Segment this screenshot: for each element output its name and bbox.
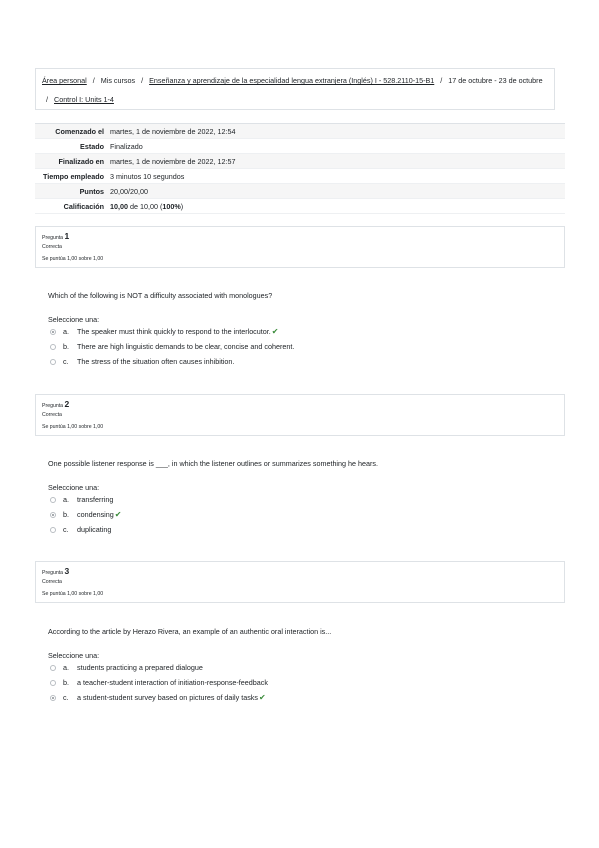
answer-letter: b. — [63, 510, 69, 519]
answer-option[interactable] — [50, 690, 268, 705]
summary-row — [35, 124, 565, 139]
summary-row — [35, 169, 565, 184]
answer-letter: a. — [63, 663, 69, 672]
answer-option[interactable] — [50, 354, 294, 369]
breadcrumb-separator: / — [92, 76, 95, 85]
question-score: Se puntúa 1,00 sobre 1,00 — [42, 256, 104, 262]
answer-option[interactable] — [50, 660, 268, 675]
summary-row — [35, 154, 565, 169]
answer-letter: c. — [63, 525, 69, 534]
breadcrumb-separator: / — [141, 76, 144, 85]
answer-text: The speaker must think quickly to respond to the interlocutor. — [77, 327, 271, 336]
answer-text: a teacher-student interaction of initiation-response-feedback — [77, 678, 268, 687]
summary-value: martes, 1 de noviembre de 2022, 12:57 — [110, 156, 236, 166]
answer-letter: a. — [63, 327, 69, 336]
attempt-summary-table — [35, 123, 565, 214]
question-label: Pregunta — [42, 403, 64, 409]
breadcrumb-courses: Mis cursos — [100, 76, 136, 85]
question-number: 1 — [64, 231, 70, 241]
summary-value: Finalizado — [110, 141, 143, 151]
question-info-box — [35, 226, 565, 268]
question-status: Correcta — [42, 244, 62, 250]
radio-icon[interactable] — [50, 680, 56, 686]
answer-list — [50, 324, 294, 369]
summary-label: Puntos — [79, 186, 104, 196]
answer-option[interactable] — [50, 522, 121, 537]
answer-letter: c. — [63, 693, 69, 702]
answer-list — [50, 492, 121, 537]
answer-text: students practicing a prepared dialogue — [77, 663, 203, 672]
answer-option[interactable] — [50, 324, 294, 339]
question-info-box — [35, 561, 565, 603]
question-text: One possible listener response is ___, in which the listener outlines or summarizes something he hears. — [48, 459, 378, 468]
breadcrumb — [35, 68, 555, 110]
answer-option[interactable] — [50, 339, 294, 354]
question-label: Pregunta — [42, 235, 64, 241]
breadcrumb-separator: / — [440, 76, 443, 85]
question-status: Correcta — [42, 412, 62, 418]
answer-letter: b. — [63, 678, 69, 687]
summary-row — [35, 199, 565, 214]
grade-value: 10,00 — [110, 201, 128, 211]
question-number: 2 — [64, 399, 70, 409]
summary-label: Tiempo empleado — [43, 171, 104, 181]
summary-label: Estado — [80, 141, 104, 151]
summary-label: Finalizado en — [58, 156, 104, 166]
answer-list — [50, 660, 268, 705]
breadcrumb-course-link[interactable]: Enseñanza y aprendizaje de la especialidad lengua extranjera (Inglés) I - 528.2110-15-B1 — [149, 76, 435, 85]
question-info-box — [35, 394, 565, 436]
summary-row — [35, 184, 565, 199]
summary-value: 3 minutos 10 segundos — [110, 171, 185, 181]
check-icon: ✔ — [271, 327, 279, 336]
radio-icon[interactable] — [50, 344, 56, 350]
answer-text: There are high linguistic demands to be clear, concise and coherent. — [77, 342, 295, 351]
summary-row — [35, 139, 565, 154]
answer-text: condensing — [77, 510, 114, 519]
question-score: Se puntúa 1,00 sobre 1,00 — [42, 591, 104, 597]
answer-text: transferring — [77, 495, 114, 504]
answer-prompt: Seleccione una: — [48, 315, 100, 324]
breadcrumb-quiz-link[interactable]: Control I: Units 1-4 — [54, 95, 114, 104]
answer-option[interactable] — [50, 492, 121, 507]
question-status: Correcta — [42, 579, 62, 585]
check-icon: ✔ — [259, 693, 266, 702]
breadcrumb-separator: / — [46, 95, 48, 104]
radio-icon[interactable] — [50, 359, 56, 365]
answer-option[interactable] — [50, 675, 268, 690]
question-text: According to the article by Herazo Rivera, an example of an authentic oral interaction is... — [48, 627, 332, 636]
summary-label: Calificación — [63, 201, 104, 211]
answer-text: a student-student survey based on pictures of daily tasks — [77, 693, 258, 702]
answer-text: duplicating — [77, 525, 112, 534]
grade-total: de 10,00 ( — [128, 201, 163, 211]
question-score: Se puntúa 1,00 sobre 1,00 — [42, 424, 104, 430]
radio-icon[interactable] — [50, 527, 56, 533]
answer-option[interactable] — [50, 507, 121, 522]
summary-value: martes, 1 de noviembre de 2022, 12:54 — [110, 126, 236, 136]
radio-icon[interactable] — [50, 512, 56, 518]
radio-icon[interactable] — [50, 695, 56, 701]
answer-prompt: Seleccione una: — [48, 483, 100, 492]
check-icon: ✔ — [114, 510, 122, 519]
summary-value — [110, 201, 565, 212]
summary-label: Comenzado el — [55, 126, 104, 136]
question-number: 3 — [64, 566, 70, 576]
summary-value: 20,00/20,00 — [110, 186, 148, 196]
answer-text: The stress of the situation often causes inhibition. — [77, 357, 235, 366]
question-label: Pregunta — [42, 570, 64, 576]
breadcrumb-home-link[interactable]: Área personal — [42, 76, 87, 85]
radio-icon[interactable] — [50, 497, 56, 503]
answer-letter: c. — [63, 357, 69, 366]
grade-percent: 100% — [162, 201, 181, 211]
radio-icon[interactable] — [50, 329, 56, 335]
answer-letter: b. — [63, 342, 69, 351]
answer-letter: a. — [63, 495, 69, 504]
answer-prompt: Seleccione una: — [48, 651, 100, 660]
radio-icon[interactable] — [50, 665, 56, 671]
breadcrumb-week: 17 de octubre - 23 de octubre — [448, 76, 543, 85]
grade-close: ) — [180, 201, 184, 211]
question-text: Which of the following is NOT a difficulty associated with monologues? — [48, 291, 273, 300]
